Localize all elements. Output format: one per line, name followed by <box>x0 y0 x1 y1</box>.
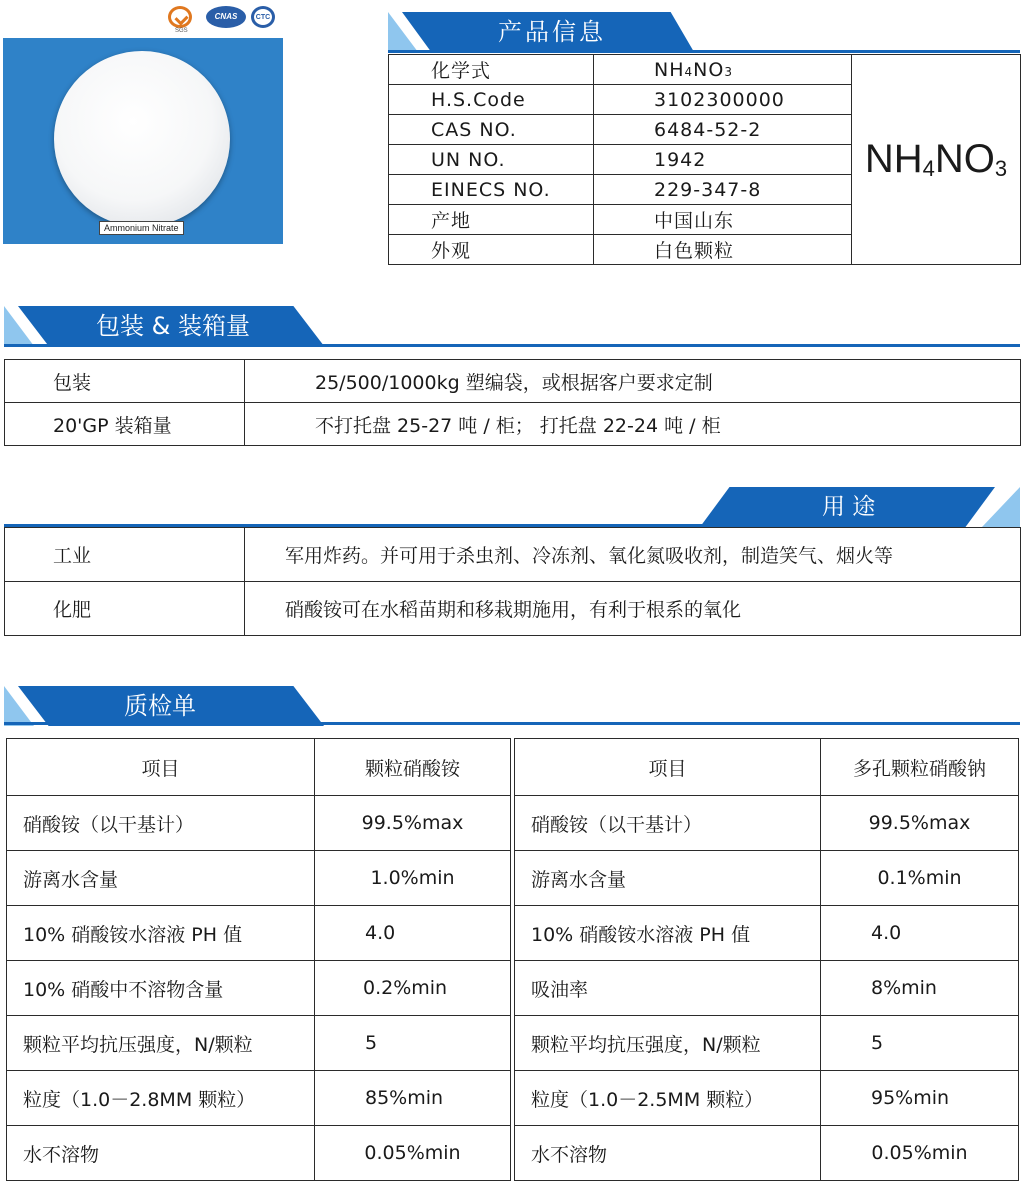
table-row <box>515 851 1019 906</box>
sgs-logo-icon <box>168 6 192 28</box>
qc-value: 5 <box>315 1016 511 1071</box>
qc-value: 85%min <box>315 1071 511 1126</box>
table-row <box>515 1071 1019 1126</box>
qc-value: 8%min <box>821 961 1019 1016</box>
qc-value: 0.05%min <box>315 1126 511 1181</box>
table-row <box>7 906 511 961</box>
table-row <box>5 528 1021 582</box>
info-value: 6484-52-2 <box>594 115 852 145</box>
info-value: 3102300000 <box>594 85 852 115</box>
packaging-rule <box>4 344 1020 347</box>
qc-value: 99.5%max <box>315 796 511 851</box>
qc-value: 4.0 <box>821 906 1019 961</box>
qc-item: 10% 硝酸铵水溶液 PH 值 <box>515 906 821 961</box>
sgs-logo-text: SGS <box>175 28 188 34</box>
info-key: 产地 <box>389 205 594 235</box>
qc-item: 游离水含量 <box>7 851 315 906</box>
qc-item: 颗粒平均抗压强度，N/颗粒 <box>7 1016 315 1071</box>
table-row <box>5 360 1021 403</box>
packaging-key: 20'GP 装箱量 <box>5 403 245 446</box>
qc-item: 10% 硝酸中不溶物含量 <box>7 961 315 1016</box>
table-row <box>5 582 1021 636</box>
table-row <box>515 906 1019 961</box>
usage-value: 军用炸药。并可用于杀虫剂、冷冻剂、氧化氮吸收剂，制造笑气、烟火等 <box>245 528 1021 582</box>
info-key: 化学式 <box>389 55 594 85</box>
qc-item: 粒度（1.0－2.5MM 颗粒） <box>515 1071 821 1126</box>
product-photo-label: Ammonium Nitrate <box>99 221 184 235</box>
qc-header: 多孔颗粒硝酸钠 <box>821 739 1019 796</box>
qc-banner <box>4 686 324 726</box>
qc-item: 硝酸铵（以干基计） <box>515 796 821 851</box>
packaging-table <box>4 359 1021 446</box>
info-key: CAS NO. <box>389 115 594 145</box>
table-row <box>7 1071 511 1126</box>
cnas-logo-icon: CNAS <box>206 6 246 28</box>
product-plate-image <box>54 51 230 227</box>
qc-rule <box>4 722 1020 725</box>
table-row <box>7 1016 511 1071</box>
qc-header: 项目 <box>7 739 315 796</box>
certification-logos <box>168 4 283 34</box>
qc-value: 5 <box>821 1016 1019 1071</box>
qc-item: 吸油率 <box>515 961 821 1016</box>
table-row <box>7 961 511 1016</box>
usage-banner <box>700 487 1020 527</box>
packaging-value: 不打托盘 25-27 吨 / 柜； 打托盘 22-24 吨 / 柜 <box>245 403 1021 446</box>
qc-value: 0.1%min <box>821 851 1019 906</box>
formula-display: $NH_4NO_3$ <box>852 55 1021 265</box>
usage-value: 硝酸铵可在水稻苗期和移栽期施用，有利于根系的氧化 <box>245 582 1021 636</box>
packaging-key: 包装 <box>5 360 245 403</box>
packaging-banner <box>4 306 324 346</box>
table-row <box>7 851 511 906</box>
info-key: UN NO. <box>389 145 594 175</box>
table-row <box>515 1016 1019 1071</box>
info-key: EINECS NO. <box>389 175 594 205</box>
qc-table-left <box>6 738 511 1181</box>
usage-title: 用 途 <box>822 494 876 520</box>
info-value: NH4NO3 <box>594 55 852 85</box>
qc-item: 游离水含量 <box>515 851 821 906</box>
qc-header: 颗粒硝酸铵 <box>315 739 511 796</box>
product-info-table <box>388 54 1021 265</box>
qc-value: 4.0 <box>315 906 511 961</box>
qc-item: 10% 硝酸铵水溶液 PH 值 <box>7 906 315 961</box>
qc-item: 水不溶物 <box>7 1126 315 1181</box>
usage-key: 工业 <box>5 528 245 582</box>
info-value: 1942 <box>594 145 852 175</box>
table-row <box>515 961 1019 1016</box>
qc-header: 项目 <box>515 739 821 796</box>
usage-key: 化肥 <box>5 582 245 636</box>
table-row <box>515 796 1019 851</box>
qc-item: 硝酸铵（以干基计） <box>7 796 315 851</box>
info-value: 中国山东 <box>594 205 852 235</box>
info-value: 229-347-8 <box>594 175 852 205</box>
info-value: 白色颗粒 <box>594 235 852 265</box>
table-row <box>7 1126 511 1181</box>
usage-table <box>4 527 1021 636</box>
table-header-row <box>515 739 1019 796</box>
qc-item: 粒度（1.0－2.8MM 颗粒） <box>7 1071 315 1126</box>
packaging-title: 包装 & 装箱量 <box>96 312 250 340</box>
product-info-banner <box>388 12 708 52</box>
product-photo <box>3 38 283 244</box>
qc-item: 颗粒平均抗压强度，N/颗粒 <box>515 1016 821 1071</box>
info-key: H.S.Code <box>389 85 594 115</box>
product-info-rule <box>388 50 1020 53</box>
packaging-value: 25/500/1000kg 塑编袋，或根据客户要求定制 <box>245 360 1021 403</box>
qc-value: 99.5%max <box>821 796 1019 851</box>
table-row <box>7 796 511 851</box>
table-header-row <box>7 739 511 796</box>
table-row <box>5 403 1021 446</box>
table-row <box>389 55 1021 85</box>
ctc-logo-icon: CTC <box>251 6 275 28</box>
product-info-title: 产品信息 <box>498 18 606 46</box>
qc-value: 1.0%min <box>315 851 511 906</box>
qc-item: 水不溶物 <box>515 1126 821 1181</box>
qc-table-right <box>514 738 1019 1181</box>
info-key: 外观 <box>389 235 594 265</box>
table-row <box>515 1126 1019 1181</box>
qc-value: 95%min <box>821 1071 1019 1126</box>
qc-title: 质检单 <box>124 692 196 720</box>
qc-value: 0.05%min <box>821 1126 1019 1181</box>
qc-value: 0.2%min <box>315 961 511 1016</box>
